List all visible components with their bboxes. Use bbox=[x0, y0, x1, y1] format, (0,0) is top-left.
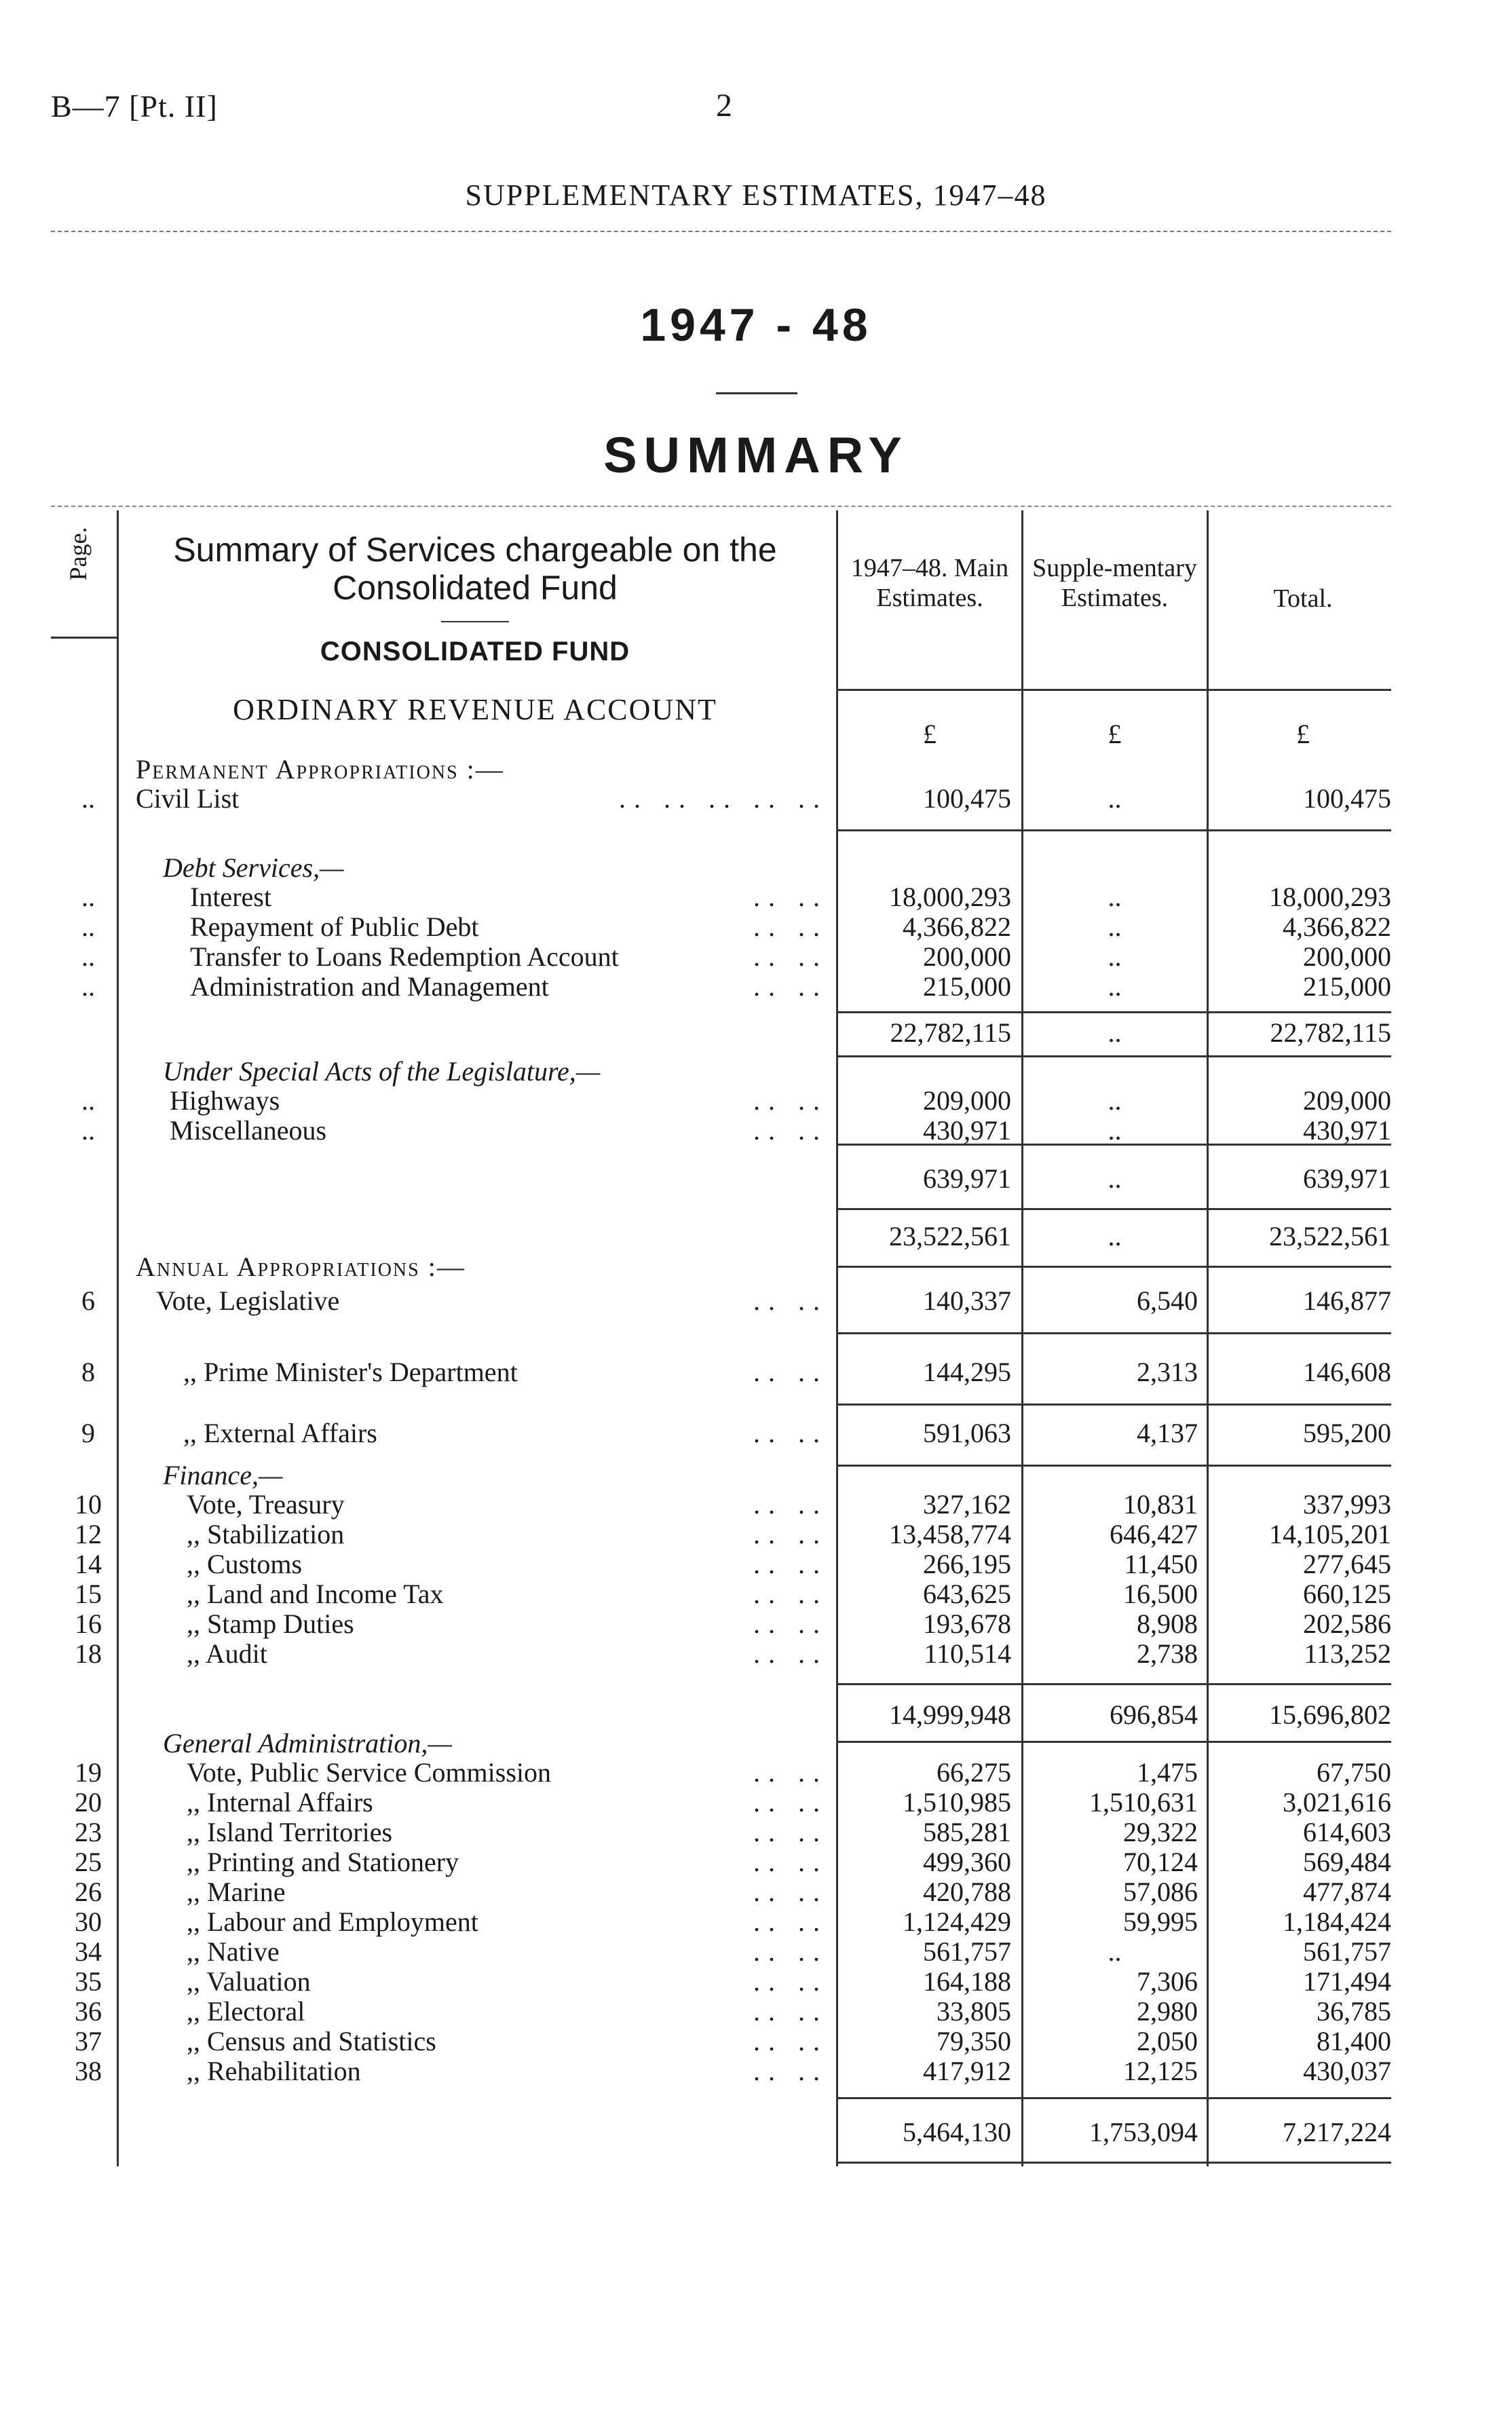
leader-dots: .. .. bbox=[753, 1638, 828, 1669]
supp-value: .. bbox=[1108, 971, 1122, 1002]
leader-dots: .. .. bbox=[753, 1549, 828, 1579]
supplementary-estimates-header: Supple-mentary Estimates. bbox=[1032, 554, 1197, 612]
row-label: Miscellaneous bbox=[170, 1115, 327, 1146]
supp-value: 11,450 bbox=[1124, 1549, 1198, 1579]
page-ref: .. bbox=[81, 911, 95, 942]
leader-dots: .. .. bbox=[753, 1757, 828, 1788]
page-ref: 10 bbox=[75, 1489, 102, 1520]
finance-heading: Finance,— bbox=[163, 1460, 283, 1490]
total-column-divider bbox=[1207, 510, 1209, 2166]
leader-dots: .. .. bbox=[753, 1579, 828, 1609]
subtotal-rule bbox=[836, 1055, 1391, 1057]
page-ref: 37 bbox=[75, 2026, 102, 2056]
supp-value: 7,306 bbox=[1137, 1966, 1198, 1997]
supp-value: .. bbox=[1108, 941, 1122, 972]
row-divider bbox=[836, 1465, 1391, 1467]
leader-dots: .. .. bbox=[753, 1966, 828, 1997]
subtotal-rule bbox=[836, 829, 1391, 831]
row-label: Highways bbox=[170, 1085, 280, 1116]
supp-value: 2,738 bbox=[1137, 1638, 1198, 1669]
row-label: ,, Electoral bbox=[187, 1996, 305, 2027]
leader-dots: .. .. bbox=[753, 882, 828, 912]
page-ref: 6 bbox=[81, 1285, 95, 1316]
supp-value: 1,475 bbox=[1137, 1757, 1198, 1788]
main-value: 33,805 bbox=[937, 1996, 1011, 2027]
finance-subtotal-supp: 696,854 bbox=[1110, 1699, 1198, 1730]
leader-dots: .. .. bbox=[753, 1817, 828, 1847]
genadmin-subtotal-supp: 1,753,094 bbox=[1089, 2117, 1198, 2147]
supp-value: 59,995 bbox=[1123, 1906, 1198, 1937]
header-divider bbox=[51, 231, 1391, 232]
page-ref: 36 bbox=[75, 1996, 102, 2027]
leader-dots: .. .. .. .. .. bbox=[619, 783, 828, 814]
total-value: 277,645 bbox=[1303, 1549, 1391, 1579]
subtotal-rule bbox=[836, 1683, 1391, 1685]
main-value: 79,350 bbox=[937, 2026, 1011, 2056]
year-heading: 1947 - 48 bbox=[640, 299, 872, 351]
main-value: 100,475 bbox=[923, 783, 1011, 814]
total-value: 337,993 bbox=[1303, 1489, 1391, 1520]
subtotal-rule bbox=[836, 1144, 1391, 1146]
main-value: 1,124,429 bbox=[903, 1906, 1011, 1937]
row-label: Administration and Management bbox=[190, 971, 549, 1002]
leader-dots: .. .. bbox=[753, 1489, 828, 1520]
genadmin-subtotal-total: 7,217,224 bbox=[1283, 2117, 1391, 2147]
currency-supp: £ bbox=[1108, 719, 1122, 749]
supp-value: 6,540 bbox=[1137, 1285, 1198, 1316]
row-label: ,, Printing and Stationery bbox=[187, 1847, 459, 1877]
total-value: 146,608 bbox=[1303, 1357, 1391, 1387]
permanent-total-main: 23,522,561 bbox=[889, 1221, 1011, 1251]
page-ref: 15 bbox=[75, 1579, 102, 1609]
leader-dots: .. .. bbox=[753, 1877, 828, 1907]
main-value: 164,188 bbox=[923, 1966, 1011, 1997]
finance-subtotal-total: 15,696,802 bbox=[1269, 1699, 1391, 1730]
supp-value: 2,980 bbox=[1137, 1996, 1198, 2027]
main-value: 585,281 bbox=[923, 1817, 1011, 1847]
supp-value: 57,086 bbox=[1123, 1877, 1198, 1907]
main-value: 327,162 bbox=[923, 1489, 1011, 1520]
page-ref: 18 bbox=[75, 1638, 102, 1669]
leader-dots: .. .. bbox=[753, 1936, 828, 1967]
permanent-appropriations-heading: Permanent Appropriations :— bbox=[136, 754, 504, 785]
supp-value: 4,137 bbox=[1137, 1418, 1198, 1448]
debt-services-heading: Debt Services,— bbox=[163, 852, 344, 883]
main-value: 4,366,822 bbox=[903, 911, 1011, 942]
total-header: Total. bbox=[1273, 584, 1333, 613]
leader-dots: .. .. bbox=[753, 2026, 828, 2056]
supp-value: .. bbox=[1108, 783, 1122, 814]
main-value: 417,912 bbox=[923, 2056, 1011, 2086]
main-value: 430,971 bbox=[923, 1115, 1011, 1146]
page-ref: 16 bbox=[75, 1608, 102, 1639]
row-divider bbox=[836, 1332, 1391, 1334]
total-value: 14,105,201 bbox=[1269, 1519, 1391, 1549]
leader-dots: .. .. bbox=[753, 1357, 828, 1387]
page-ref: .. bbox=[81, 882, 95, 912]
leader-dots: .. .. bbox=[753, 2056, 828, 2086]
page-ref: .. bbox=[81, 1115, 95, 1146]
row-label: ,, Internal Affairs bbox=[187, 1787, 373, 1818]
subtotal-rule bbox=[836, 2097, 1391, 2099]
total-value: 430,971 bbox=[1303, 1115, 1391, 1146]
total-value: 18,000,293 bbox=[1269, 882, 1391, 912]
page-ref: .. bbox=[81, 1085, 95, 1116]
genadmin-subtotal-main: 5,464,130 bbox=[903, 2117, 1011, 2147]
document-reference: B—7 [Pt. II] bbox=[51, 89, 218, 124]
page-ref: .. bbox=[81, 971, 95, 1002]
total-value: 67,750 bbox=[1317, 1757, 1391, 1788]
total-value: 209,000 bbox=[1303, 1085, 1391, 1116]
supp-value: .. bbox=[1108, 1115, 1122, 1146]
row-label: ,, External Affairs bbox=[183, 1418, 377, 1448]
row-label: Repayment of Public Debt bbox=[190, 911, 479, 942]
main-column-divider bbox=[836, 510, 838, 2166]
currency-total: £ bbox=[1296, 719, 1310, 749]
main-value: 110,514 bbox=[924, 1638, 1011, 1669]
row-label: Interest bbox=[190, 882, 271, 912]
supp-value: 12,125 bbox=[1123, 2056, 1198, 2086]
total-value: 113,252 bbox=[1304, 1638, 1391, 1669]
row-label: ,, Valuation bbox=[187, 1966, 311, 1997]
general-administration-heading: General Administration,— bbox=[163, 1728, 452, 1758]
row-label: Civil List bbox=[136, 783, 240, 814]
row-label: ,, Prime Minister's Department bbox=[183, 1357, 518, 1387]
row-divider bbox=[836, 1404, 1391, 1406]
main-value: 643,625 bbox=[923, 1579, 1011, 1609]
leader-dots: .. .. bbox=[753, 1418, 828, 1448]
supp-value: .. bbox=[1108, 1085, 1122, 1116]
permanent-total-supp: .. bbox=[1108, 1221, 1122, 1251]
page-ref: 9 bbox=[81, 1418, 95, 1448]
leader-dots: .. .. bbox=[753, 941, 828, 972]
page-number: 2 bbox=[716, 88, 732, 124]
page-ref: 20 bbox=[75, 1787, 102, 1818]
row-label: ,, Island Territories bbox=[187, 1817, 393, 1847]
supp-value: .. bbox=[1108, 1936, 1122, 1967]
row-label: ,, Audit bbox=[187, 1638, 267, 1669]
supp-value: 10,831 bbox=[1123, 1489, 1198, 1520]
debt-subtotal-total: 22,782,115 bbox=[1270, 1017, 1391, 1048]
total-value: 36,785 bbox=[1317, 1996, 1391, 2027]
leader-dots: .. .. bbox=[753, 1519, 828, 1549]
row-label: Vote, Public Service Commission bbox=[187, 1757, 552, 1788]
supp-value: .. bbox=[1108, 882, 1122, 912]
total-value: 202,586 bbox=[1303, 1608, 1391, 1639]
leader-dots: .. .. bbox=[753, 1285, 828, 1316]
row-label: ,, Labour and Employment bbox=[187, 1906, 478, 1937]
page-ref: 26 bbox=[75, 1877, 102, 1907]
page-ref: 19 bbox=[75, 1757, 102, 1788]
leader-dots: .. .. bbox=[753, 911, 828, 942]
debt-subtotal-main: 22,782,115 bbox=[890, 1017, 1011, 1048]
running-title: SUPPLEMENTARY ESTIMATES, 1947–48 bbox=[465, 178, 1047, 212]
row-label: ,, Customs bbox=[187, 1549, 303, 1579]
subtotal-rule bbox=[836, 1741, 1391, 1743]
leader-dots: .. .. bbox=[753, 971, 828, 1002]
row-label: ,, Stamp Duties bbox=[187, 1608, 354, 1639]
row-label: ,, Census and Statistics bbox=[187, 2026, 436, 2056]
main-value: 266,195 bbox=[923, 1549, 1011, 1579]
main-value: 193,678 bbox=[923, 1608, 1011, 1639]
debt-subtotal-supp: .. bbox=[1108, 1017, 1122, 1048]
year-divider bbox=[716, 392, 797, 394]
page-ref: 35 bbox=[75, 1966, 102, 1997]
total-value: 4,366,822 bbox=[1283, 911, 1391, 942]
main-value: 66,275 bbox=[937, 1757, 1011, 1788]
page-ref: .. bbox=[81, 783, 95, 814]
total-value: 3,021,616 bbox=[1283, 1787, 1391, 1818]
supp-column-divider bbox=[1021, 510, 1023, 2166]
page-header-rule bbox=[51, 637, 117, 639]
page-ref: 14 bbox=[75, 1549, 102, 1579]
page-ref: .. bbox=[81, 941, 95, 972]
leader-dots: .. .. bbox=[753, 1996, 828, 2027]
subtotal-rule bbox=[836, 1208, 1391, 1210]
fund-heading: CONSOLIDATED FUND bbox=[320, 637, 630, 666]
total-value: 614,603 bbox=[1303, 1817, 1391, 1847]
total-value: 171,494 bbox=[1303, 1966, 1391, 1997]
main-value: 140,337 bbox=[923, 1285, 1011, 1316]
page-ref: 25 bbox=[75, 1847, 102, 1877]
subtotal-rule bbox=[836, 2162, 1391, 2164]
main-value: 420,788 bbox=[923, 1877, 1011, 1907]
page-column-header: Page. bbox=[64, 527, 92, 581]
main-value: 13,458,774 bbox=[889, 1519, 1011, 1549]
row-label: Transfer to Loans Redemption Account bbox=[190, 941, 619, 972]
annual-appropriations-heading: Annual Appropriations :— bbox=[136, 1251, 466, 1282]
page-ref: 8 bbox=[81, 1357, 95, 1387]
special-subtotal-main: 639,971 bbox=[923, 1163, 1011, 1194]
leader-dots: .. .. bbox=[753, 1906, 828, 1937]
page-ref: 38 bbox=[75, 2056, 102, 2086]
main-value: 18,000,293 bbox=[889, 882, 1011, 912]
leader-dots: .. .. bbox=[753, 1085, 828, 1116]
column-header-rule bbox=[836, 689, 1391, 691]
supp-value: 70,124 bbox=[1123, 1847, 1198, 1877]
permanent-total-total: 23,522,561 bbox=[1269, 1221, 1391, 1251]
row-label: ,, Land and Income Tax bbox=[187, 1579, 444, 1609]
page-ref: 23 bbox=[75, 1817, 102, 1847]
main-estimates-header: 1947–48. Main Estimates. bbox=[850, 554, 1009, 612]
main-value: 561,757 bbox=[923, 1936, 1011, 1967]
supp-value: 16,500 bbox=[1123, 1579, 1198, 1609]
table-description-title: Summary of Services chargeable on the Consolidated Fund bbox=[173, 531, 777, 607]
leader-dots: .. .. bbox=[753, 1115, 828, 1146]
special-acts-heading: Under Special Acts of the Legislature,— bbox=[163, 1056, 601, 1087]
supp-value: .. bbox=[1108, 911, 1122, 942]
page-ref: 12 bbox=[75, 1519, 102, 1549]
main-value: 200,000 bbox=[923, 941, 1011, 972]
row-label: Vote, Treasury bbox=[187, 1489, 345, 1520]
main-value: 591,063 bbox=[923, 1418, 1011, 1448]
total-value: 595,200 bbox=[1303, 1418, 1391, 1448]
supp-value: 1,510,631 bbox=[1089, 1787, 1198, 1818]
main-value: 144,295 bbox=[923, 1357, 1011, 1387]
row-label: ,, Stabilization bbox=[187, 1519, 345, 1549]
total-value: 100,475 bbox=[1303, 783, 1391, 814]
total-value: 81,400 bbox=[1317, 2026, 1391, 2056]
main-value: 209,000 bbox=[923, 1085, 1011, 1116]
subtotal-rule bbox=[836, 1011, 1391, 1013]
subtotal-rule bbox=[836, 1266, 1391, 1268]
special-subtotal-supp: .. bbox=[1108, 1163, 1122, 1194]
main-value: 499,360 bbox=[923, 1847, 1011, 1877]
page-ref: 30 bbox=[75, 1906, 102, 1937]
total-value: 200,000 bbox=[1303, 941, 1391, 972]
row-label: Vote, Legislative bbox=[156, 1285, 340, 1316]
row-label: ,, Marine bbox=[187, 1877, 286, 1907]
currency-main: £ bbox=[923, 719, 937, 749]
account-heading: ORDINARY REVENUE ACCOUNT bbox=[233, 693, 717, 726]
supp-value: 646,427 bbox=[1110, 1519, 1198, 1549]
row-label: ,, Native bbox=[187, 1936, 280, 1967]
main-value: 215,000 bbox=[923, 971, 1011, 1002]
total-value: 660,125 bbox=[1303, 1579, 1391, 1609]
total-value: 146,877 bbox=[1303, 1285, 1391, 1316]
leader-dots: .. .. bbox=[753, 1608, 828, 1639]
total-value: 430,037 bbox=[1303, 2056, 1391, 2086]
leader-dots: .. .. bbox=[753, 1787, 828, 1818]
page-ref: 34 bbox=[75, 1936, 102, 1967]
table-top-rule bbox=[51, 506, 1391, 507]
supp-value: 8,908 bbox=[1137, 1608, 1198, 1639]
total-value: 1,184,424 bbox=[1283, 1906, 1391, 1937]
supp-value: 2,050 bbox=[1137, 2026, 1198, 2056]
description-divider bbox=[441, 621, 509, 622]
total-value: 561,757 bbox=[1303, 1936, 1391, 1967]
total-value: 569,484 bbox=[1303, 1847, 1391, 1877]
row-label: ,, Rehabilitation bbox=[187, 2056, 361, 2086]
total-value: 215,000 bbox=[1303, 971, 1391, 1002]
finance-subtotal-main: 14,999,948 bbox=[889, 1699, 1011, 1730]
leader-dots: .. .. bbox=[753, 1847, 828, 1877]
supp-value: 2,313 bbox=[1137, 1357, 1198, 1387]
main-value: 1,510,985 bbox=[903, 1787, 1011, 1818]
summary-heading: SUMMARY bbox=[603, 427, 909, 483]
supp-value: 29,322 bbox=[1123, 1817, 1198, 1847]
special-subtotal-total: 639,971 bbox=[1303, 1163, 1391, 1194]
total-value: 477,874 bbox=[1303, 1877, 1391, 1907]
